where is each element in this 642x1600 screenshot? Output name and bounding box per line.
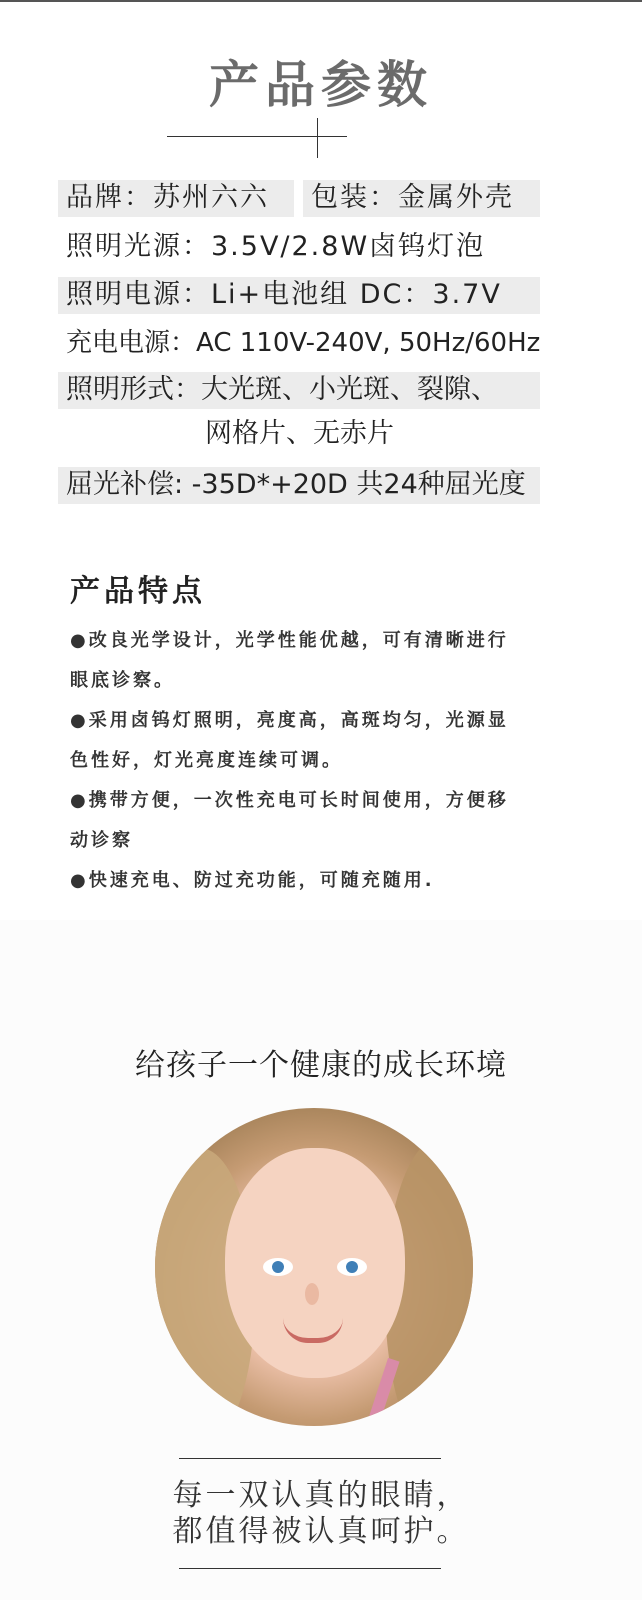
section-title-params: 产品参数 — [209, 56, 433, 114]
quote-bottom-rule — [179, 1568, 441, 1569]
param-brand: 品牌：苏州六六 — [66, 182, 269, 213]
param-power-source: 照明电源：Li+电池组 DC：3.7V — [66, 279, 502, 310]
param-refraction: 屈光补偿: -35D*+20D 共24种屈光度 — [66, 469, 526, 500]
slogan: 给孩子一个健康的成长环境 — [135, 1048, 507, 1083]
eye-right — [337, 1258, 367, 1276]
param-packaging: 包装：金属外壳 — [311, 182, 514, 213]
feature-line: ●改良光学设计，光学性能优越，可有清晰进行 — [70, 630, 509, 651]
eye-left — [263, 1258, 293, 1276]
section-title-features: 产品特点 — [70, 574, 206, 609]
feature-line: 色性好，灯光亮度连续可调。 — [70, 750, 343, 771]
quote-line-2: 都值得被认真呵护。 — [172, 1514, 470, 1549]
param-light-source: 照明光源：3.5V/2.8W卤钨灯泡 — [66, 231, 486, 262]
feature-line: 动诊察 — [70, 830, 133, 851]
child-portrait-image — [155, 1108, 473, 1426]
quote-line-1: 每一双认真的眼睛， — [172, 1478, 470, 1513]
quote-top-rule — [179, 1458, 441, 1459]
param-illumination-forms: 照明形式：大光斑、小光斑、裂隙、 — [66, 374, 498, 405]
title-divider-tick — [317, 118, 318, 158]
nose — [305, 1283, 319, 1305]
top-border — [0, 0, 642, 2]
feature-line: 眼底诊察。 — [70, 670, 175, 691]
feature-line: ●采用卤钨灯照明，亮度高，高斑均匀，光源显 — [70, 710, 509, 731]
param-illumination-forms-cont: 网格片、无赤片 — [205, 418, 394, 449]
feature-line: ●携带方便，一次性充电可长时间使用，方便移 — [70, 790, 509, 811]
feature-line: ●快速充电、防过充功能，可随充随用. — [70, 870, 435, 891]
param-charging: 充电电源：AC 110V-240V, 50Hz/60Hz — [66, 328, 541, 358]
face — [225, 1148, 405, 1378]
title-underline — [167, 136, 347, 137]
